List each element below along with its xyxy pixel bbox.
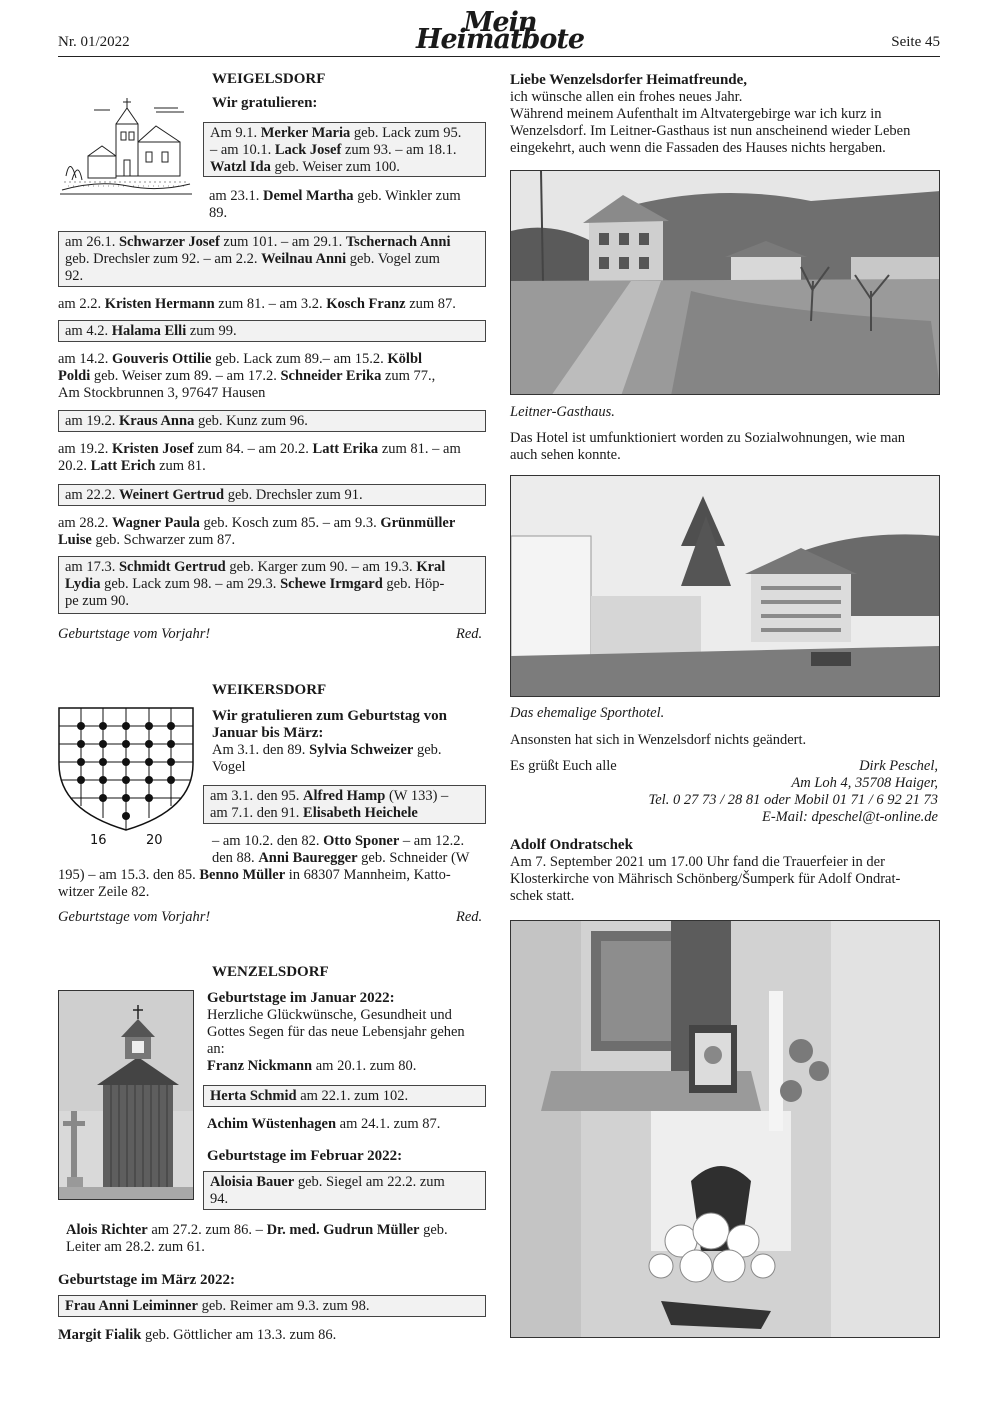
- letter-paragraph-3: Ansonsten hat sich in Wenzelsdorf nichts geändert.: [510, 732, 807, 748]
- weigelsdorf-title: WEIGELSDORF: [212, 71, 326, 87]
- wenzelsdorf-january: Geburtstage im Januar 2022: Herzliche Glückwünsche, Gesundheit und Gottes Segen für das neue Lebensjahr gehen an: Franz Nickmann am 20.1. zum 80.: [207, 990, 465, 1074]
- letter-greeting: Es grüßt Euch alle: [510, 758, 617, 774]
- weigelsdorf-box-5: am 22.2. Weinert Gertrud geb. Drechsler zum 91.: [58, 484, 486, 506]
- weigelsdorf-para-5: am 28.2. Wagner Paula geb. Kosch zum 85. – am 9.3. Grünmüller Luise geb. Schwarzer zum 87.: [58, 515, 456, 548]
- weikersdorf-footer: Geburtstage vom Vorjahr!: [58, 909, 211, 925]
- weigelsdorf-para-3: am 14.2. Gouveris Ottilie geb. Lack zum 89.– am 15.2. Kölbl Poldi geb. Weiser zum 89. – am 17.2. Schneider Erika zum 77., Am Stockbrunnen 3, 97647 Hausen: [58, 351, 436, 401]
- wenzelsdorf-title: WENZELSDORF: [212, 964, 329, 980]
- sporthotel-caption: Das ehemalige Sporthotel.: [510, 705, 665, 721]
- obituary-title: Adolf Ondratschek: [510, 837, 633, 853]
- weigelsdorf-para-2: am 2.2. Kristen Hermann zum 81. – am 3.2. Kosch Franz zum 87.: [58, 296, 456, 312]
- weikersdorf-red: Red.: [456, 909, 483, 925]
- leitner-gasthaus-photo: [510, 170, 940, 395]
- letter-paragraph-2: Das Hotel ist umfunktioniert worden zu Sozialwohnungen, wie man auch sehen konnte.: [510, 430, 906, 463]
- weigelsdorf-para-1: am 23.1. Demel Martha geb. Winkler zum 89.: [209, 188, 461, 221]
- weigelsdorf-subtitle: Wir gratulieren:: [212, 95, 318, 111]
- weikersdorf-intro: Wir gratulieren zum Geburtstag von Januar bis März: Am 3.1. den 89. Sylvia Schweizer geb. Vogel: [212, 708, 447, 775]
- weigelsdorf-church-illustration: [58, 96, 194, 198]
- wenzelsdorf-box-3: Frau Anni Leiminner geb. Reimer am 9.3. zum 98.: [58, 1295, 486, 1317]
- wenzelsdorf-mar-line-1: Margit Fialik geb. Göttlicher am 13.3. zum 86.: [58, 1327, 337, 1343]
- weikersdorf-para-3: 195) – am 15.3. den 85. Benno Müller in 68307 Mannheim, Katto-: [58, 867, 451, 883]
- masthead-logo: Mein Heimatbote: [415, 7, 585, 55]
- signature-block: Dirk Peschel, Am Loh 4, 35708 Haiger, Tel. 0 27 73 / 28 81 oder Mobil 01 71 / 6 92 21 73 E-Mail: dpeschel@t-online.de: [648, 758, 938, 825]
- weigelsdorf-box-6: am 17.3. Schmidt Gertrud geb. Karger zum 90. – am 19.3. Kral Lydia geb. Lack zum 98. – am 29.3. Schewe Irmgard geb. Höp- pe zum 90.: [58, 556, 486, 614]
- sporthotel-photo: [510, 475, 940, 697]
- leitner-gasthaus-caption: Leitner-Gasthaus.: [510, 404, 615, 420]
- weikersdorf-para-4: witzer Zeile 82.: [58, 884, 150, 900]
- wenzelsdorf-feb-title: Geburtstage im Februar 2022:: [207, 1148, 403, 1164]
- wenzelsdorf-box-2: Aloisia Bauer geb. Siegel am 22.2. zum 94.: [203, 1171, 486, 1210]
- weigelsdorf-para-4: am 19.2. Kristen Josef zum 84. – am 20.2. Latt Erika zum 81. – am 20.2. Latt Erich zum 81.: [58, 441, 461, 474]
- header-rule: [58, 56, 940, 57]
- weikersdorf-box: am 3.1. den 95. Alfred Hamp (W 133) – am 7.1. den 91. Elisabeth Heichele: [203, 785, 486, 824]
- wenzelsdorf-jan-line-5: Achim Wüstenhagen am 24.1. zum 87.: [207, 1116, 441, 1132]
- wenzelsdorf-mar-title: Geburtstage im März 2022:: [58, 1272, 236, 1288]
- crest-year-right: 20: [146, 833, 163, 848]
- wenzelsdorf-chapel-photo: [58, 990, 194, 1200]
- wenzelsdorf-feb-para: Alois Richter am 27.2. zum 86. – Dr. med. Gudrun Müller geb. Leiter am 28.2. zum 61.: [66, 1222, 448, 1255]
- weigelsdorf-box-3: am 4.2. Halama Elli zum 99.: [58, 320, 486, 342]
- funeral-altar-photo: [510, 920, 940, 1338]
- issue-number: Nr. 01/2022: [58, 34, 130, 50]
- weikersdorf-title: WEIKERSDORF: [212, 682, 327, 698]
- letter-paragraph-1: ich wünsche allen ein frohes neues Jahr. Während meinem Aufenthalt im Altvatergebirge war ich kurz in Wenzelsdorf. Im Leitner-Gasthaus ist nun anscheinend wieder Leben eingekehrt, auch wenn die Fassaden des Hauses nichts hergaben.: [510, 89, 911, 156]
- page-number: Seite 45: [891, 34, 940, 50]
- crest-year-left: 16: [90, 833, 107, 848]
- weigelsdorf-footer: Geburtstage vom Vorjahr!: [58, 626, 211, 642]
- weigelsdorf-box-4: am 19.2. Kraus Anna geb. Kunz zum 96.: [58, 410, 486, 432]
- weikersdorf-para-1: – am 10.2. den 82. Otto Sponer – am 12.2.: [212, 833, 465, 849]
- obituary-text: Am 7. September 2021 um 17.00 Uhr fand die Trauerfeier in der Klosterkirche von Mährisch Schönberg/Šumperk für Adolf Ondrat- schek statt.: [510, 854, 901, 904]
- letter-title: Liebe Wenzelsdorfer Heimatfreunde,: [510, 72, 748, 88]
- weikersdorf-para-2: den 88. Anni Bauregger geb. Schneider (W: [212, 850, 470, 866]
- weikersdorf-coat-of-arms: [56, 706, 198, 848]
- weigelsdorf-box-1: Am 9.1. Merker Maria geb. Lack zum 95. – am 10.1. Lack Josef zum 93. – am 18.1. Watzl Ida geb. Weiser zum 100.: [203, 122, 486, 177]
- weigelsdorf-red: Red.: [456, 626, 483, 642]
- weigelsdorf-box-2: am 26.1. Schwarzer Josef zum 101. – am 29.1. Tschernach Anni geb. Drechsler zum 92. – am 2.2. Weilnau Anni geb. Vogel zum 92.: [58, 231, 486, 287]
- wenzelsdorf-box-1: Herta Schmid am 22.1. zum 102.: [203, 1085, 486, 1107]
